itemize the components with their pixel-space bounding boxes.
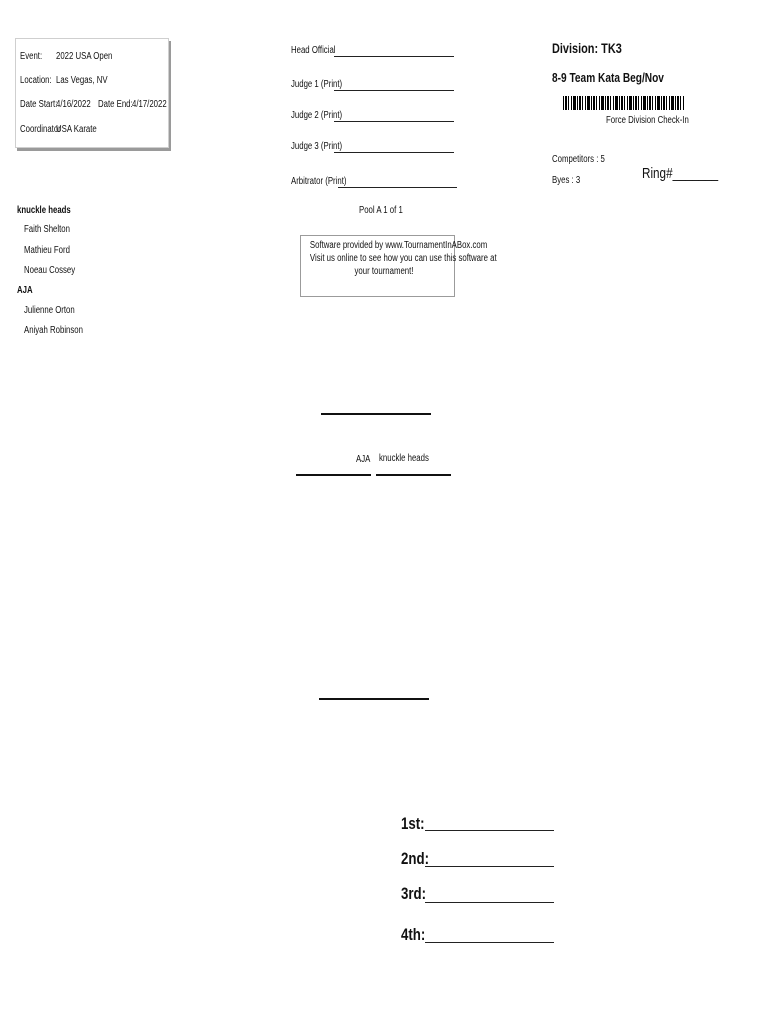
roster-member: Julienne Orton [24, 305, 75, 316]
bracket-line-left [296, 474, 371, 476]
coordinator-value: USA Karate [56, 124, 97, 135]
promo-line-2: Visit us online to see how you can use this software at [309, 253, 497, 264]
roster-team-name: AJA [17, 285, 33, 296]
official-line-head[interactable] [334, 56, 454, 57]
placement-line-3rd[interactable] [425, 902, 554, 903]
date-start-label: Date Start: [20, 99, 58, 110]
bracket-line-right [376, 474, 451, 476]
placement-label-3rd: 3rd: [401, 884, 427, 903]
coordinator-label: Coordinator [20, 124, 61, 135]
bracket-final-line[interactable] [319, 698, 429, 700]
official-line-judge2[interactable] [334, 121, 454, 122]
official-label-judge3: Judge 3 (Print) [291, 141, 343, 152]
roster-member: Faith Shelton [24, 224, 70, 235]
pool-label: Pool A 1 of 1 [359, 205, 403, 216]
official-label-judge1: Judge 1 (Print) [291, 79, 343, 90]
date-end-value: 4/17/2022 [132, 99, 167, 110]
division-code: Division: TK3 [552, 40, 622, 56]
placement-label-1st: 1st: [401, 814, 425, 833]
official-label-head: Head Official [291, 45, 336, 56]
date-end-label: Date End: [98, 99, 133, 110]
placement-label-4th: 4th: [401, 925, 426, 944]
official-line-judge3[interactable] [334, 152, 454, 153]
checkin-label: Force Division Check-In [606, 115, 689, 126]
placement-line-4th[interactable] [425, 942, 554, 943]
roster-team-name: knuckle heads [17, 205, 71, 216]
placement-line-1st[interactable] [425, 830, 554, 831]
official-line-arbitrator[interactable] [338, 187, 457, 188]
ring-number-field[interactable]: Ring#_______ [642, 165, 719, 182]
event-value: 2022 USA Open [56, 51, 113, 62]
bracket-winner-line[interactable] [321, 413, 431, 415]
roster-member: Aniyah Robinson [24, 325, 83, 336]
official-label-arbitrator: Arbitrator (Print) [291, 176, 347, 187]
byes-count: Byes : 3 [552, 175, 581, 186]
software-promo-box [300, 235, 497, 297]
roster-member: Mathieu Ford [24, 245, 70, 256]
event-info-box [15, 38, 169, 148]
division-name: 8-9 Team Kata Beg/Nov [552, 70, 664, 85]
bracket-team-left: AJA [356, 454, 371, 465]
promo-text [309, 239, 497, 278]
official-label-judge2: Judge 2 (Print) [291, 110, 343, 121]
barcode-icon [563, 96, 685, 110]
competitors-count: Competitors : 5 [552, 154, 605, 165]
event-label: Event: [20, 51, 43, 62]
date-start-value: 4/16/2022 [56, 99, 91, 110]
placement-label-2nd: 2nd: [401, 849, 429, 868]
promo-line-3: your tournament! [354, 266, 414, 277]
promo-line-1: Software provided by www.TournamentInABox.com [309, 240, 488, 251]
roster-member: Noeau Cossey [24, 265, 76, 276]
location-label: Location: [20, 75, 52, 86]
placement-line-2nd[interactable] [425, 866, 554, 867]
bracket-team-right: knuckle heads [379, 453, 429, 464]
official-line-judge1[interactable] [334, 90, 454, 91]
location-value: Las Vegas, NV [56, 75, 108, 86]
